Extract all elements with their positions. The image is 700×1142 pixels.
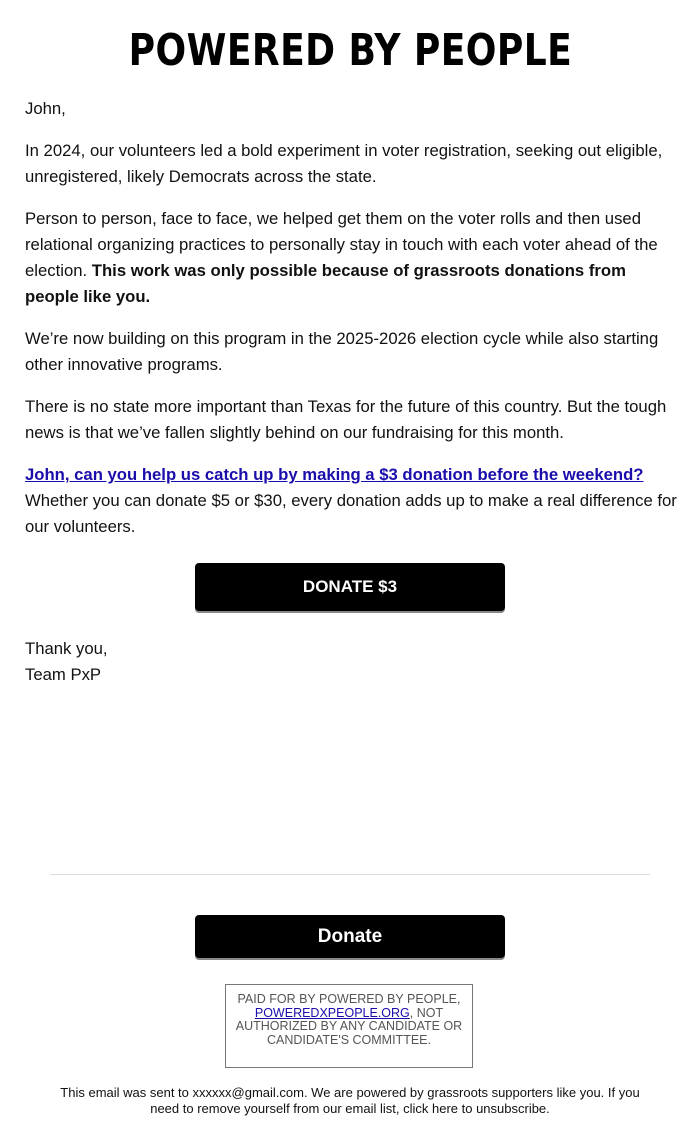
footer-notice: This email was sent to xxxxxx@gmail.com. We are powered by grassroots supporters like you. If you need to remove yourself from our email list, click here to unsubscribe.	[60, 1085, 640, 1116]
donate-button[interactable]: Donate	[195, 915, 505, 958]
donation-ask-link[interactable]: John, can you help us catch up by making a $3 donation before the weekend?	[25, 465, 644, 484]
footer-divider	[50, 874, 650, 875]
donate-3-button[interactable]: DONATE $3	[195, 563, 505, 611]
paragraph-4: There is no state more important than Texas for the future of this country. But the tough news is that we’ve fallen slightly behind on our fundraising for this month.	[25, 397, 667, 442]
signoff	[25, 636, 108, 688]
signoff-team: Team PxP	[25, 665, 102, 684]
paragraph-1: In 2024, our volunteers led a bold experiment in voter registration, seeking out eligible, unregistered, likely Democrats across the state.	[25, 141, 663, 186]
logo-text: POWERED BY PEOPLE	[128, 25, 572, 76]
paragraph-2	[25, 206, 677, 310]
greeting: John,	[25, 99, 66, 118]
paragraph-2-bold: This work was only possible because of grassroots donations from people like you.	[25, 261, 626, 306]
email-body	[25, 96, 677, 556]
signoff-thanks: Thank you,	[25, 639, 108, 658]
website-link[interactable]: POWEREDXPEOPLE.ORG	[254, 1005, 410, 1020]
paragraph-2-text: Person to person, face to face, we helped get them on the voter rolls and then used relational organizing practices to personally stay in touch with each voter ahead of the election.	[25, 209, 658, 280]
disclaimer-post: , NOT AUTHORIZED BY ANY CANDIDATE OR CANDIDATE'S COMMITTEE.	[235, 1005, 463, 1047]
disclaimer-pre: PAID FOR BY POWERED BY PEOPLE,	[237, 992, 461, 1006]
donation-ask-text: Whether you can donate $5 or $30, every donation adds up to make a real difference for our volunteers.	[25, 491, 677, 536]
brand-logo	[0, 27, 700, 75]
paragraph-ask	[25, 462, 677, 540]
paid-for-disclaimer	[225, 984, 473, 1068]
paragraph-3: We’re now building on this program in the 2025-2026 election cycle while also starting other innovative programs.	[25, 329, 659, 374]
